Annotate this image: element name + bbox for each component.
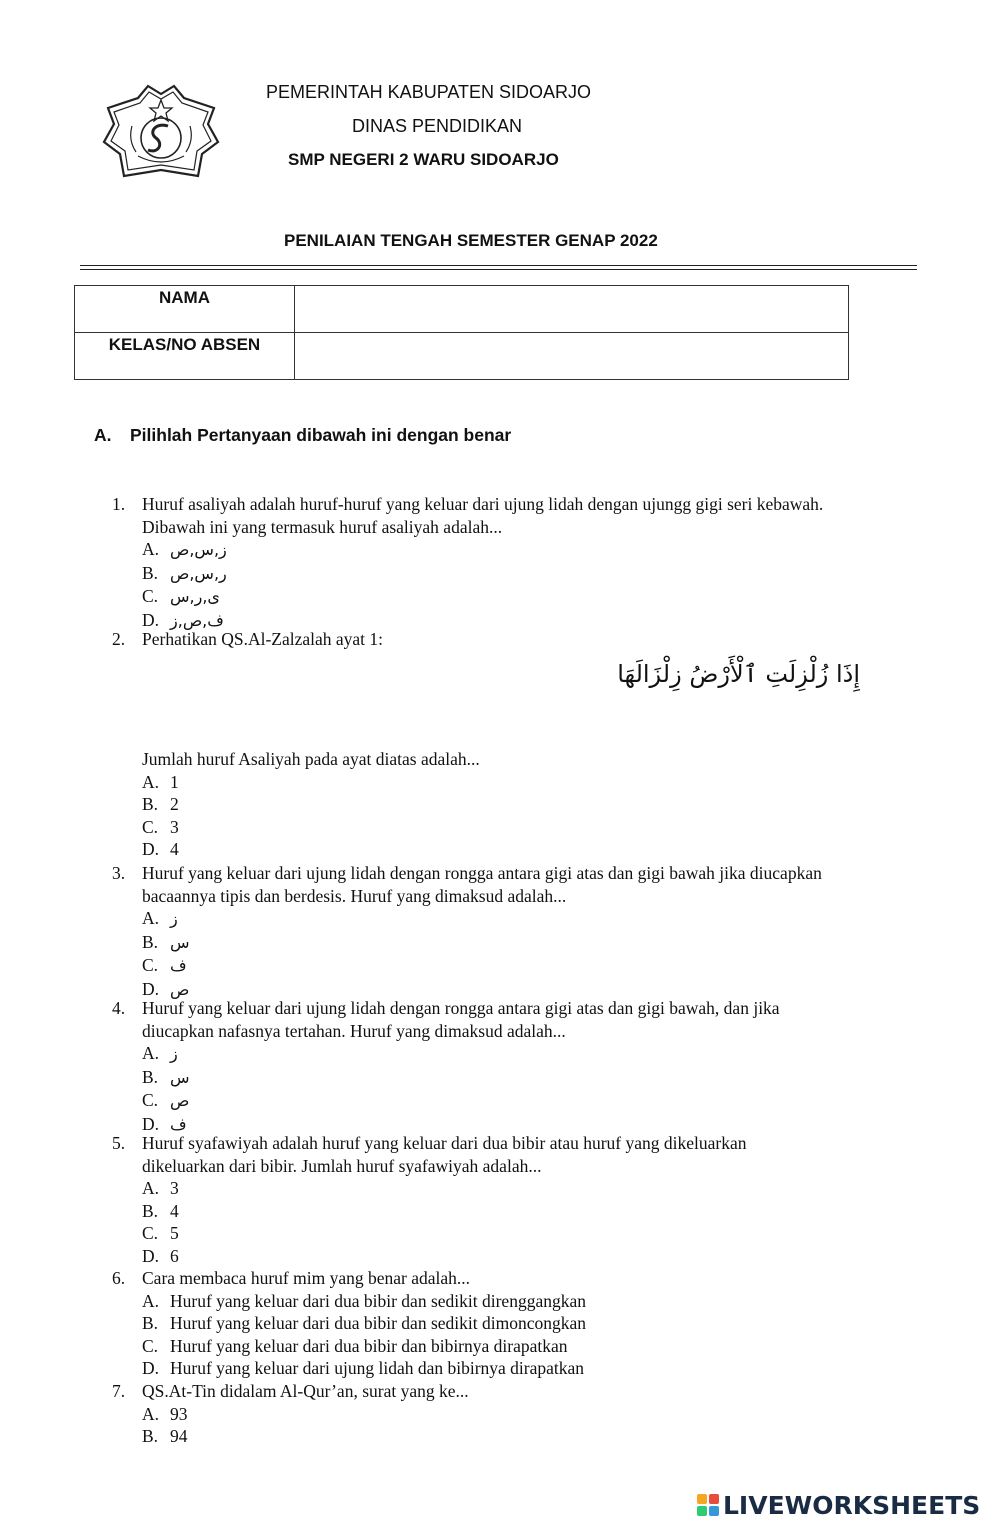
question-number: 2.: [112, 629, 126, 649]
question-text: Jumlah huruf Asaliyah pada ayat diatas adalah...: [142, 749, 480, 769]
class-field[interactable]: [295, 333, 849, 380]
logo-square: [697, 1494, 707, 1504]
question-number: 3.: [112, 863, 126, 883]
header-government: PEMERINTAH KABUPATEN SIDOARJO: [266, 82, 592, 102]
option-c[interactable]: C. Huruf yang keluar dari dua bibir dan bibirnya dirapatkan: [142, 1335, 568, 1356]
logo-square: [709, 1506, 719, 1516]
question-2-options: [112, 748, 912, 861]
option-a[interactable]: A. ز,س,ص: [142, 539, 227, 559]
identity-table: [74, 285, 849, 380]
quran-verse: إِذَا زُلْزِلَتِ ٱلْأَرْضُ زِلْزَالَهَا: [617, 660, 860, 688]
option-a[interactable]: A. ز: [142, 908, 178, 928]
liveworksheets-logo-icon: [697, 1494, 719, 1516]
option-c[interactable]: C. ص: [142, 1090, 190, 1110]
question-text: Cara membaca huruf mim yang benar adalah...: [142, 1268, 470, 1288]
question-number: 1.: [112, 494, 126, 514]
question-1: [112, 493, 912, 632]
question-text: Dibawah ini yang termasuk huruf asaliyah adalah...: [142, 516, 503, 537]
question-6: [112, 1267, 912, 1380]
option-d[interactable]: D. ف,ص,ز: [142, 609, 224, 630]
option-b[interactable]: B. ر,س,ص: [142, 562, 227, 583]
question-number: 4.: [112, 998, 126, 1018]
option-a[interactable]: A. ز: [142, 1043, 178, 1063]
question-7: [112, 1380, 912, 1448]
watermark-text: LIVEWORKSHEETS: [723, 1490, 981, 1520]
option-a[interactable]: A. Huruf yang keluar dari dua bibir dan sedikit direnggangkan: [142, 1290, 586, 1311]
option-b[interactable]: B. س: [142, 931, 190, 952]
logo-square: [709, 1494, 719, 1504]
option-b[interactable]: B. 2: [142, 794, 179, 814]
class-label: KELAS/NO ABSEN: [75, 333, 295, 380]
identity-row-class: [75, 333, 849, 380]
option-a[interactable]: A. 93: [142, 1403, 188, 1424]
question-number: 7.: [112, 1381, 126, 1401]
sidoarjo-emblem-icon: [98, 80, 224, 186]
option-b[interactable]: B. Huruf yang keluar dari dua bibir dan sedikit dimoncongkan: [142, 1313, 587, 1333]
option-d[interactable]: D. ف: [142, 1113, 187, 1134]
question-text: Huruf yang keluar dari ujung lidah dengan rongga antara gigi atas dan gigi bawah, dan jika: [142, 998, 780, 1018]
section-letter: A.: [94, 425, 112, 445]
name-label: NAMA: [75, 286, 295, 333]
option-a[interactable]: A. 3: [142, 1178, 179, 1198]
divider-bottom: [80, 269, 917, 270]
question-text: Perhatikan QS.Al-Zalzalah ayat 1:: [142, 629, 384, 649]
divider-top: [80, 265, 917, 266]
header-school: SMP NEGERI 2 WARU SIDOARJO: [288, 150, 559, 169]
option-c[interactable]: C. 3: [142, 816, 179, 837]
option-d[interactable]: D. 4: [142, 839, 179, 859]
option-d[interactable]: D. ص: [142, 978, 190, 999]
question-text: dikeluarkan dari bibir. Jumlah huruf syafawiyah adalah...: [142, 1155, 542, 1176]
question-text: Huruf syafawiyah adalah huruf yang keluar dari dua bibir atau huruf yang dikeluarkan: [142, 1133, 747, 1153]
header-department: DINAS PENDIDIKAN: [352, 116, 523, 136]
option-b[interactable]: B. 4: [142, 1200, 179, 1221]
question-text: bacaannya tipis dan berdesis. Huruf yang dimaksud adalah...: [142, 885, 567, 906]
section-a-heading: [94, 425, 511, 446]
section-title: Pilihlah Pertanyaan dibawah ini dengan benar: [130, 425, 512, 445]
liveworksheets-watermark[interactable]: [697, 1488, 980, 1522]
question-text: Huruf yang keluar dari ujung lidah dengan rongga antara gigi atas dan gigi bawah jika diucapkan: [142, 863, 822, 883]
question-4: [112, 997, 912, 1136]
question-text: diucapkan nafasnya tertahan. Huruf yang dimaksud adalah...: [142, 1020, 566, 1041]
exam-title: PENILAIAN TENGAH SEMESTER GENAP 2022: [284, 231, 658, 250]
option-d[interactable]: D. 6: [142, 1245, 179, 1266]
question-5: [112, 1132, 912, 1267]
option-c[interactable]: C. 5: [142, 1223, 179, 1243]
name-field[interactable]: [295, 286, 849, 333]
option-b[interactable]: B. س: [142, 1066, 190, 1087]
option-a[interactable]: A. 1: [142, 771, 179, 792]
question-3: [112, 862, 912, 1001]
question-number: 5.: [112, 1133, 126, 1153]
identity-row-name: [75, 286, 849, 333]
question-2: [112, 628, 912, 651]
logo-square: [697, 1506, 707, 1516]
option-c[interactable]: C. ى,ر,س: [142, 586, 220, 606]
question-number: 6.: [112, 1268, 126, 1288]
option-c[interactable]: C. ف: [142, 955, 187, 975]
option-b[interactable]: B. 94: [142, 1426, 188, 1446]
option-d[interactable]: D. Huruf yang keluar dari ujung lidah dan bibirnya dirapatkan: [142, 1358, 585, 1378]
question-text: QS.At-Tin didalam Al-Qur’an, surat yang ke...: [142, 1381, 469, 1401]
question-text: Huruf asaliyah adalah huruf-huruf yang keluar dari ujung lidah dengan ujungg gigi seri kebawah.: [142, 494, 824, 514]
